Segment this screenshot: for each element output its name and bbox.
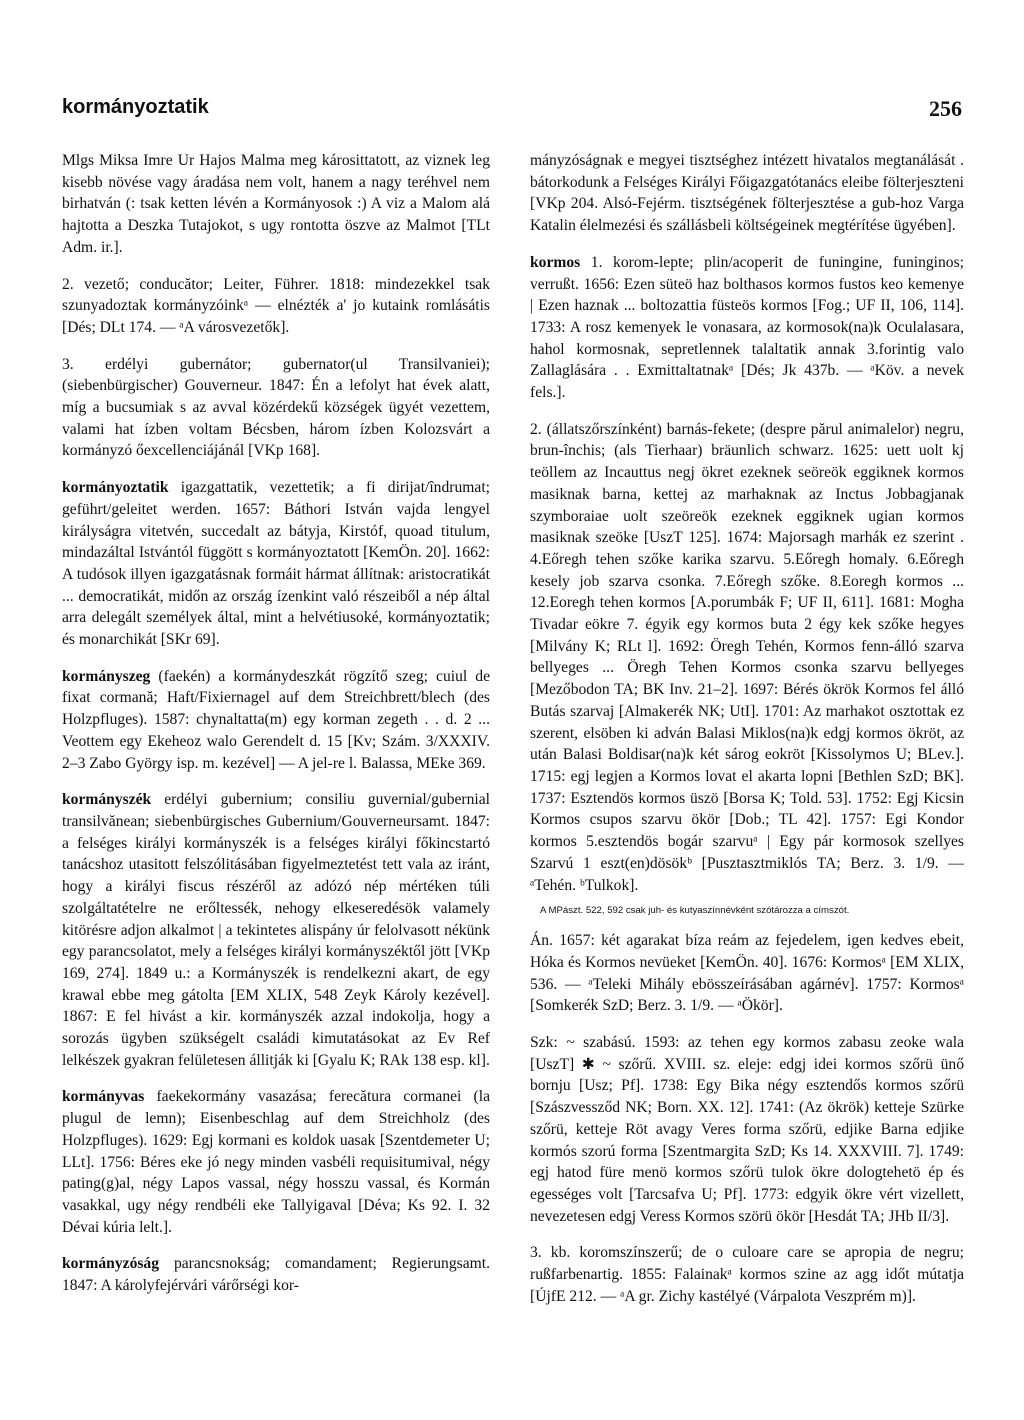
headword: kormányoztatik — [62, 479, 169, 497]
entry-paragraph: Szk: ~ szabású. 1593: az tehen egy kormos zabasu zeoke wala [UszT] ✱ ~ szőrű. XVIII. sz. eleje: edgj idei kormos szőrü ünő bornju [Usz; Pf]. 1738: Egy Bika négy esztendős kormos szőrü [Szászvessződ NK; Born. XX. 12]. 1741: (Az ökrök) ketteje Szürke szőrü, ketteje Röt avagy Veres forma szőrü, edjike Barna edjike kormós szorú forma [Szentmargita SzD; Ks 14. XXXVIII. 7]. 1749: egj hatod füre menö kormos szőrü tulok ökre dologtehetö ép és egességes volt [Tarcsafva U; Pf]. 1773: edgyik ökre vért vizellett, nevezetesen edgj Veress Kormos szörü ökör [Hesdát TA; JHb II/3]. — [530, 1034, 964, 1225]
headword: kormányvas — [62, 1088, 145, 1106]
page-number: 256 — [929, 96, 962, 121]
entry-paragraph: kormányszeg (faekén) a kormánydeszkát rögzítő szeg; cuiul de fixat cormană; Haft/Fixiernagel auf dem Streichbrett/blech (des Holzpfluges). 1587: chynaltatta(m) egy korman zegeth . . d. 2 ... Veottem egy Ekeheoz walo Gerendelt d. 15 [Kv; Szám. 3/XXXIV. 2–3 Zabo György isp. m. kezével] — A jel-re l. Balassa, MEke 369. — [62, 667, 490, 772]
entry-paragraph: 3. kb. koromszínszerű; de o culoare care se apropia de negru; rußfarbenartig. 1855: Falainakᵃ kormos szine az agg időt mútatja [ÚjfE 212. — ᵃA gr. Zichy kastélyé (Várpalota Veszprém m)]. — [530, 1244, 964, 1305]
entry-kormos-sense-1: kormos 1. korom-lepte; plin/acoperit de funingine, funinginos; verrußt. 1656: Ezen süteö haz bolthasos kormos fustos keo kemenye | Ezen haznak ... boltozattia füsteös kormos [Fog.; UF II, 106, 114]. 1733: A rosz kemenyek le vonasara, az kormosok(na)k Oculalasara, hahol kormosnak, sepretlennek talaltatik annak 3.forintig valo Zallaglására . . Exmittaltatnakᵃ [Dés; Jk 437b. — ᵃKöv. a nevek fels.]. — [530, 253, 964, 402]
right-column — [530, 150, 964, 1307]
entry-paragraph: kormányzóság parancsnokság; comandament; Regierungsamt. 1847: A károlyfejérvári várőrségi kor- — [62, 1255, 490, 1295]
footnote: A MPászt. 522, 592 csak juh- és kutyaszínnévként szótározza a címszót. — [540, 905, 850, 917]
entry-kormos-sense-2: 2. (állatszőrszínként) barnás-fekete; (despre părul animalelor) negru, brun-închis; (als Tierhaar) bräunlich schwarz. 1625: uett uolt kj teöllem az Incauttus negj ökret ezeknek seöreök eggiknek kormos masiknak barna, kettej az marhaknak az Inctus Jobbagjanak szymboraiae uolt szeöreök ezeknek eggiknek ugian kormos masiknak szeöke [UszT 125]. 1674: Majorsagh marhák ez szerint . 4.Eőregh tehen szőke karika szarvu. 5.Eőregh homaly. 6.Eőregh kesely job szarva csonka. 7.Eőregh szőke. 8.Eoregh kormos ... 12.Eoregh tehen kormos [A.porumbák F; UF II, 611]. 1681: Mogha Tivadar eökre 7. égyik egy kormos buta 2 égy kek szőke hegyes [Milvány K; RLt l]. 1692: Öregh Tehén, Kormos fenn-álló szarva bellyeges ... Öregh Tehen Kormos csonka szarvu bellyeges [Mezőbodon TA; BK Inv. 21–2]. 1697: Bérés ökrök Kormos fel álló Butás szarvaj [Almakerék NK; UtI]. 1701: Az marhakot osztottak ez szerent, elsöben ki adván Balasi Miklos(na)k edgj kormos ökröt, az után Balasi Boldisar(na)k két sárog eokröt [Kissolymos U; BLev.]. 1715: egj legjen a Kormos lovat el akarta lopni [Bethlen SzD; BK]. 1737: Esztendös kormos üszö [Borsa K; Told. 53]. 1752: Egj Kicsin Kormos csupos szarvu ökör [Dob.; TL 42]. 1757: Egi Kondor kormos 5.esztendös bogár szarvuᵃ | Egy pár kormosok szellyes Szarvú 1 eszt(en)dösökᵇ [Pusztasztmiklós TA; Berz. 3. 1/9. — ᵃTehén. ᵇTulkok]. — [530, 420, 964, 894]
entry-paragraph: kormányoztatik igazgattatik, vezettetik; a fi dirijat/îndrumat; geführt/geleitet werden. 1657: Báthori István vajda lengyel királyságra vitetvén, succedalt az bátyja, Kirstóf, quoad titulum, mindazáltal Istvántól függött s kormányoztatott [KemÖn. 20]. 1662: A tudósok illyen igazgatásnak formáit hármat állítnak: aristocratikát ... democratikát, midőn az ország ízenkint való részeiből a nép által arra delegált személyek által, mint a helvétiusoké, kormányoztatik; és monarchikát [SKr 69]. — [62, 479, 490, 649]
left-column — [62, 150, 490, 1297]
headword: kormányzóság — [62, 1255, 160, 1273]
headword: kormos — [530, 253, 581, 271]
entry-paragraph: kormányszék erdélyi gubernium; consiliu guvernial/gubernial transilvănean; siebenbürgisches Gubernium/Gouverneursamt. 1847: a felséges királyi kormányszék is a felséges királyi főkincstartó tanácshoz utasitott felszólitásában figyelmeztetést tett vala az iránt, hogy a királyi fiscus részéről az adózó nép mértéken túli szolgáltatételre ne erőltessék, nehogy elkeseredésök valamely kitörésre adjon alkalmot | a tekintetes alispány úr felolvasott nékünk egy parancsolatot, mely a felséges királyi kormányszéktől jött [VKp 169, 274]. 1849 u.: a Kormányszék is rendelkezni akart, de egy krawal ebbe meg gátolta [EM XLIX, 548 Zeyk Károly kezével]. 1867: E fel hivást a kir. kormányszék azzal indokolja, hogy a sorozás ügyben szükségelt családi kimutatásokat az Ev Ref lelkészek gyakran felületesen állitják ki [Gyalu K; RAk 138 esp. kl]. — [62, 791, 490, 1069]
entry-paragraph: kormányvas faekekormány vasazása; ferecătura cormanei (la plugul de lemn); Eisenbeschlag auf dem Streichholz (des Holzpfluges). 1629: Egj kormani es koldok uasak [Szentdemeter U; LLt]. 1756: Béres eke jó negy minden vasbéli requisitumival, négy pating(g)al, négy Lapos vassal, négy hosszu vassal, és Kormán vasakkal, ugy négy rendbéli eke Tallyigaval [Déva; Ks 92. I. 32 Dévai kúria lelt.]. — [62, 1088, 490, 1236]
entry-continuation: mányzóságnak e megyei tisztséghez intézett hivatalos megtanálását . bátorkodunk a Felséges Királyi Főigazgatótanács eleibe fölterjeszteni [VKp 204. Alsó-Fejérm. tisztségének fölterjesztése a gub-hoz Varga Katalin élelmezési és szállásbeli költségeinek megtérítése ügyében]. — [530, 152, 964, 235]
entry-paragraph: 3. erdélyi gubernátor; gubernator(ul Transilvaniei); (siebenbürgischer) Gouverneur. 1847: Én a lefolyt hat évek alatt, míg a bucsumiak s az avval közérdekű községek ügyét vezettem, valami hat ízben voltam Bécsben, három ízben Kolozsvárt a kormányzó őexcellenciájánál [VKp 168]. — [62, 355, 490, 460]
headword: kormányszeg — [62, 667, 151, 685]
entry-paragraph: 2. vezető; conducător; Leiter, Führer. 1818: mindezekkel tsak szunyadoztak kormányzóinkᵃ — elnézték a' jo kutaink romlásátis [Dés; DLt 174. — ᵃA városvezetők]. — [62, 275, 490, 336]
entry-paragraph: Án. 1657: két agarakat bíza reám az fejedelem, igen kedves ebeit, Hóka és Kormos nevüeket [KemÖn. 40]. 1676: Kormosᵃ [EM XLIX, 536. — ᵃTeleki Mihály ebösszeírásában agárnév]. 1757: Kormosᵃ [Somkerék SzD; Berz. 3. 1/9. — ᵃÖkör]. — [530, 932, 964, 1015]
running-head: kormányoztatik — [62, 96, 209, 118]
headword: kormányszék — [62, 791, 152, 809]
entry-paragraph: Mlgs Miksa Imre Ur Hajos Malma meg károsittatott, az viznek leg kisebb növése vagy áradása nem volt, hanem a nagy teréhvel nem birhatván (: tsak ketten lévén a Kormányosok :) A viz a Malom alá hajtotta a Deszka Tutajokot, s ugy rontotta öszve az Malmot [TLt Adm. ir.]. — [62, 152, 490, 256]
